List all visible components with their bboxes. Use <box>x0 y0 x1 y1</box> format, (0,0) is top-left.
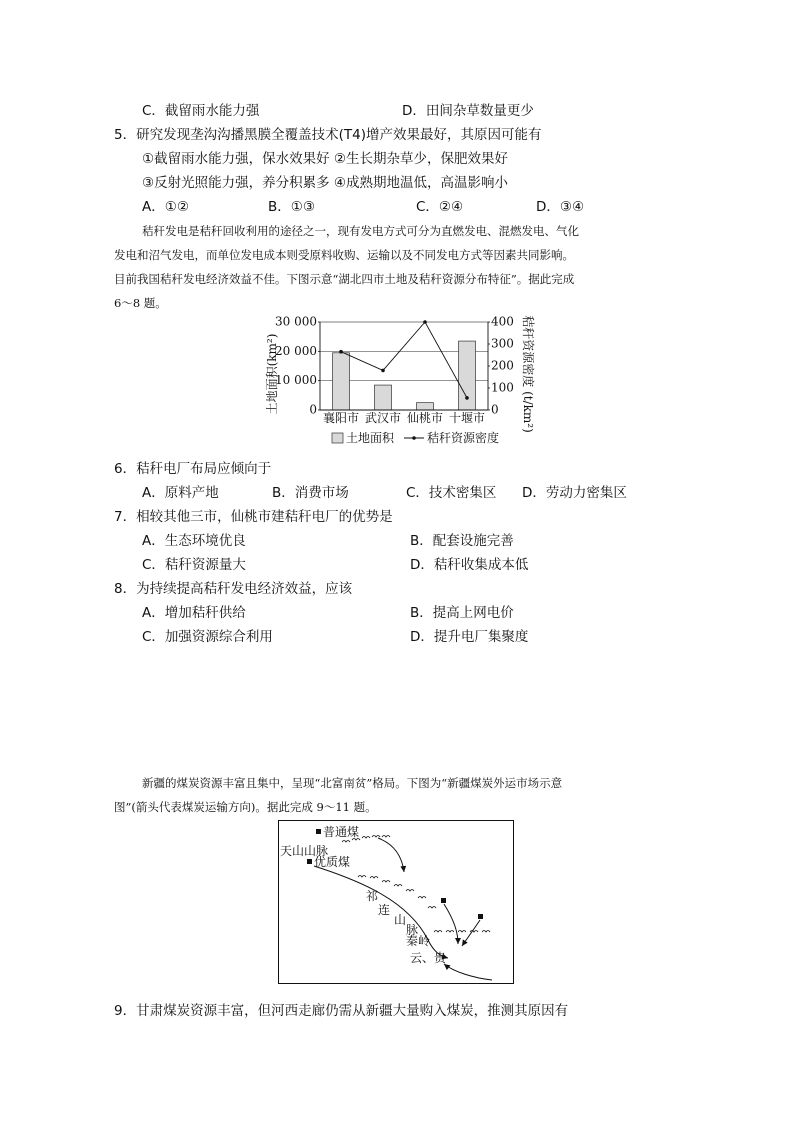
label-qi: 祁 <box>366 889 379 903</box>
mine-marker-east-2 <box>478 914 483 919</box>
x-category-label: 十堰市 <box>448 411 486 425</box>
y2-tick-label: 300 <box>491 336 514 351</box>
bar-仙桃市 <box>417 403 434 410</box>
hubei-land-straw-chart <box>262 312 538 454</box>
q6-stem: 6．秸秆电厂布局应倾向于 <box>114 461 272 477</box>
q6-option-d: D．劳动力密集区 <box>522 485 627 501</box>
y-axis-label: 土地面积(km²) <box>265 333 279 415</box>
q7-option-a: A．生态环境优良 <box>142 533 246 549</box>
label-normal-coal: 普通煤 <box>323 825 360 839</box>
q6-option-c: C．技术密集区 <box>406 485 497 501</box>
q4-option-c: C．截留雨水能力强 <box>142 103 260 119</box>
legend-bar-swatch <box>332 433 343 443</box>
passage1-line2: 发电和沼气发电，而单位发电成本则受原料收购、运输以及不同发电方式等因素共同影响。 <box>114 248 574 262</box>
x-category-label: 仙桃市 <box>406 411 444 425</box>
q4-option-d: D．田间杂草数量更少 <box>402 103 534 119</box>
y-tick-label: 0 <box>309 402 317 417</box>
q5-option-c: C．②④ <box>416 199 464 215</box>
straw-density-line <box>341 322 467 398</box>
straw-density-point <box>423 320 427 324</box>
label-quality-coal: 优质煤 <box>314 855 351 869</box>
legend-land-area: 土地面积 <box>346 431 395 445</box>
y2-tick-label: 200 <box>491 358 514 373</box>
q9-stem: 9．甘肃煤炭资源丰富，但河西走廊仍需从新疆大量购入煤炭，推测其原因有 <box>114 1003 569 1019</box>
mine-marker-quality-coal <box>307 859 312 864</box>
q5-option-a: A．①② <box>142 199 189 215</box>
passage1-line4: 6～8 题。 <box>114 296 167 310</box>
legend-straw-density: 秸秆资源密度 <box>427 431 500 445</box>
mine-marker-normal-coal <box>316 829 321 834</box>
q7-option-d: D．秸秆收集成本低 <box>410 557 529 573</box>
legend-line-marker <box>412 436 416 440</box>
label-tianshan: 天山山脉 <box>280 844 329 858</box>
mine-marker-east-1 <box>441 898 446 903</box>
x-category-label: 襄阳市 <box>322 411 360 425</box>
q7-stem: 7．相较其他三市，仙桃市建秸秆电厂的优势是 <box>114 509 393 525</box>
y-tick-label: 30 000 <box>275 314 317 329</box>
label-qinling: 秦岭 <box>406 934 431 948</box>
y2-tick-label: 400 <box>491 314 514 329</box>
straw-density-point <box>465 396 469 400</box>
xinjiang-coal-map <box>278 820 514 984</box>
q8-option-a: A．增加秸秆供给 <box>142 605 246 621</box>
passage1-line1: 秸秆发电是秸秆回收利用的途径之一，现有发电方式可分为直燃发电、混燃发电、气化 <box>142 224 579 238</box>
bar-襄阳市 <box>333 353 350 410</box>
y2-tick-label: 0 <box>491 402 499 417</box>
straw-density-point <box>339 350 343 354</box>
passage1-line3: 目前我国秸秆发电经济效益不佳。下图示意“湖北四市土地及秸秆资源分布特征”。据此完成 <box>114 272 575 286</box>
q7-option-c: C．秸秆资源量大 <box>142 557 246 573</box>
label-yungui: 云、贵 <box>410 951 447 965</box>
x-category-label: 武汉市 <box>364 411 402 425</box>
y2-axis-label: 秸秆资源密度 (t/km²) <box>521 315 535 433</box>
passage2-line1: 新疆的煤炭资源丰富且集中，呈现“北富南贫”格局。下图为“新疆煤炭外运市场示意 <box>142 776 563 790</box>
bar-武汉市 <box>375 385 392 410</box>
q8-stem: 8．为持续提高秸秆发电经济效益，应该 <box>114 581 353 597</box>
q7-option-b: B．配套设施完善 <box>410 533 514 549</box>
q8-option-c: C．加强资源综合利用 <box>142 629 273 645</box>
y-tick-label: 20 000 <box>275 343 317 358</box>
q5-statements-1: ①截留雨水能力强，保水效果好 ②生长期杂草少，保肥效果好 <box>142 151 508 167</box>
q5-option-d: D．③④ <box>536 199 585 215</box>
q6-option-b: B．消费市场 <box>272 485 349 501</box>
q6-option-a: A．原料产地 <box>142 485 219 501</box>
label-mai: 脉 <box>406 923 419 937</box>
y-tick-label: 10 000 <box>275 373 317 388</box>
q5-option-b: B．①③ <box>268 199 315 215</box>
q5-stem: 5．研究发现垄沟沟播黑膜全覆盖技术(T4)增产效果最好，其原因可能有 <box>114 127 542 143</box>
q8-option-b: B．提高上网电价 <box>410 605 514 621</box>
passage2-line2: 图”(箭头代表煤炭运输方向)。据此完成 9～11 题。 <box>114 800 377 814</box>
label-shan: 山 <box>394 913 407 927</box>
q8-option-d: D．提升电厂集聚度 <box>410 629 529 645</box>
straw-density-point <box>381 369 385 373</box>
label-lian: 连 <box>378 903 391 917</box>
y2-tick-label: 100 <box>491 380 514 395</box>
q5-statements-2: ③反射光照能力强，养分积累多 ④成熟期地温低，高温影响小 <box>142 175 508 191</box>
